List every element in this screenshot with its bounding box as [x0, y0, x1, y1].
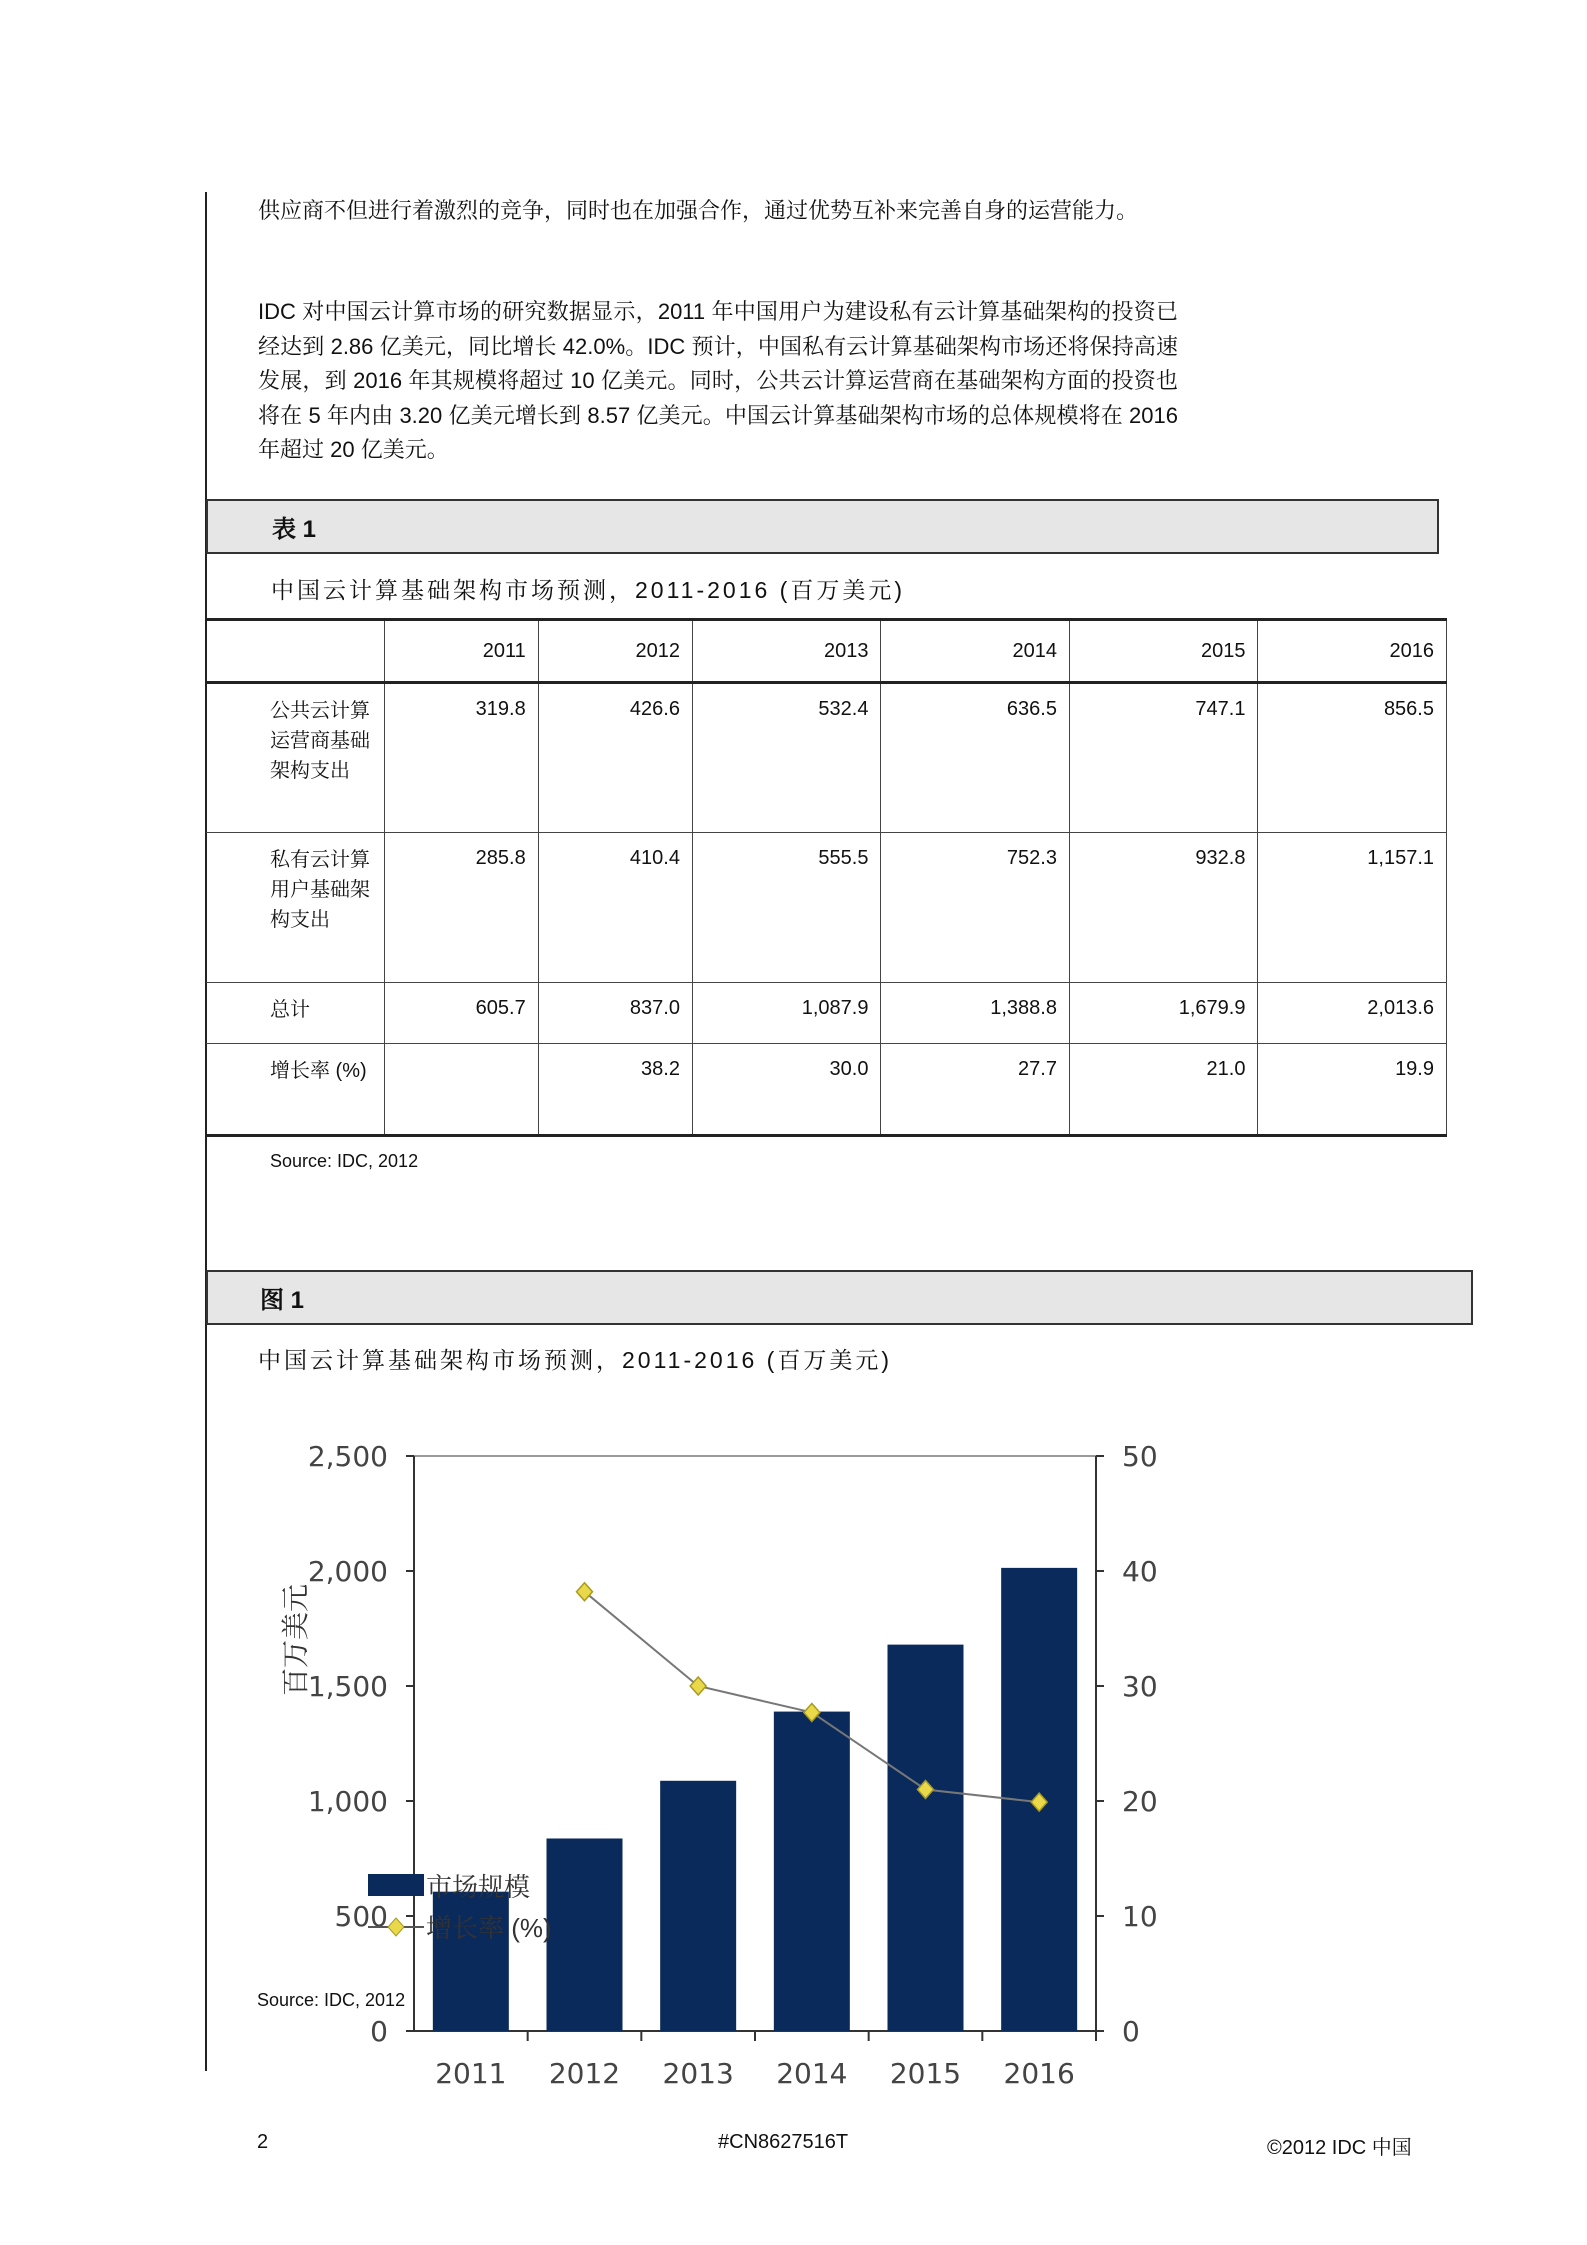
y-axis-label: 百万美元 — [280, 1583, 311, 1697]
bar-2013 — [660, 1781, 736, 2031]
column-header: 2014 — [881, 620, 1070, 683]
paragraph-1: 供应商不但进行着激烈的竞争，同时也在加强合作，通过优势互补来完善自身的运营能力。 — [258, 198, 1139, 223]
row-label: 私有云计算用户基础架构支出 — [206, 833, 384, 983]
table-cell: 856.5 — [1258, 683, 1447, 833]
table-cell: 38.2 — [538, 1044, 692, 1136]
y2-tick-label: 30 — [1122, 1670, 1158, 1703]
column-header: 2012 — [538, 620, 692, 683]
table-cell: 605.7 — [384, 983, 538, 1044]
x-tick-label: 2012 — [548, 2057, 621, 2090]
x-tick-label: 2016 — [1003, 2057, 1075, 2090]
y-tick-label: 2,000 — [307, 1555, 388, 1588]
bar-2012 — [547, 1838, 623, 2031]
legend-bar-swatch — [368, 1874, 424, 1896]
legend-bar-label: 市场规模 — [426, 1872, 531, 1902]
y-tick-label: 1,000 — [307, 1785, 388, 1818]
table-cell: 2,013.6 — [1258, 983, 1447, 1044]
y-tick-label: 1,500 — [307, 1670, 388, 1703]
row-label: 公共云计算运营商基础架构支出 — [206, 683, 384, 833]
x-tick-label: 2014 — [776, 2057, 848, 2090]
y2-tick-label: 0 — [1122, 2015, 1140, 2048]
table-cell: 19.9 — [1258, 1044, 1447, 1136]
figure-title: 中国云计算基础架构市场预测，2011-2016 (百万美元) — [258, 1347, 892, 1373]
table-source: Source: IDC, 2012 — [270, 1151, 419, 1171]
table-title: 中国云计算基础架构市场预测，2011-2016 (百万美元) — [271, 577, 905, 603]
table-cell: 747.1 — [1069, 683, 1258, 833]
table-cell: 1,087.9 — [692, 983, 881, 1044]
bar-2014 — [774, 1712, 850, 2031]
table-cell: 752.3 — [881, 833, 1070, 983]
x-tick-label: 2013 — [662, 2057, 734, 2090]
table-cell: 555.5 — [692, 833, 881, 983]
table-cell: 837.0 — [538, 983, 692, 1044]
copyright: ©2012 IDC 中国 — [1267, 2137, 1412, 2159]
figure-label: 图 1 — [206, 1270, 1473, 1325]
table-cell: 27.7 — [881, 1044, 1070, 1136]
growth-marker — [690, 1677, 706, 1695]
y-tick-label: 500 — [334, 1900, 388, 1933]
table-label: 表 1 — [206, 499, 1439, 554]
y-tick-label: 2,500 — [307, 1440, 388, 1473]
table-cell: 532.4 — [692, 683, 881, 833]
y2-tick-label: 20 — [1122, 1785, 1158, 1818]
table-cell: 319.8 — [384, 683, 538, 833]
table-cell: 1,157.1 — [1258, 833, 1447, 983]
table-cell: 636.5 — [881, 683, 1070, 833]
legend-marker-icon — [388, 1918, 404, 1936]
legend-line-label: 增长率 (%) — [426, 1913, 552, 1943]
column-header: 2011 — [384, 620, 538, 683]
x-tick-label: 2011 — [435, 2057, 507, 2090]
table-cell: 410.4 — [538, 833, 692, 983]
bar-2015 — [888, 1645, 964, 2031]
table-cell: 1,388.8 — [881, 983, 1070, 1044]
row-label: 增长率 (%) — [206, 1044, 384, 1136]
figure-source: Source: IDC, 2012 — [257, 1990, 406, 2010]
table-cell: 932.8 — [1069, 833, 1258, 983]
column-header: 2016 — [1258, 620, 1447, 683]
paragraph-2: IDC 对中国云计算市场的研究数据显示，2011 年中国用户为建设私有云计算基础架构的投资已经达到 2.86 亿美元，同比增长 42.0%。IDC 预计，中国私有云计算基础架构市场还将保持高速发展，到 2016 年其规模将超过 10 亿美元。同时，公共云计算运营商在基础架构方面的投资也将在 5 年内由 3.20 亿美元增长到 8.57 亿美元。中国云计算基础架构市场的总体规模将在 2016 年超过 20 亿美元。 — [258, 299, 1178, 463]
document-id: #CN8627516T — [718, 2131, 849, 2153]
column-header: 2013 — [692, 620, 881, 683]
table-cell: 1,679.9 — [1069, 983, 1258, 1044]
table-cell: 21.0 — [1069, 1044, 1258, 1136]
y2-tick-label: 40 — [1122, 1555, 1158, 1588]
y2-tick-label: 10 — [1122, 1900, 1158, 1933]
row-label: 总计 — [206, 983, 384, 1044]
x-tick-label: 2015 — [889, 2057, 962, 2090]
table-cell: 426.6 — [538, 683, 692, 833]
page-number: 2 — [257, 2131, 269, 2153]
y-tick-label: 0 — [370, 2015, 388, 2048]
table-cell: 285.8 — [384, 833, 538, 983]
growth-marker — [577, 1583, 593, 1601]
y2-tick-label: 50 — [1122, 1440, 1158, 1473]
table-cell: 30.0 — [692, 1044, 881, 1136]
column-header: 2015 — [1069, 620, 1258, 683]
